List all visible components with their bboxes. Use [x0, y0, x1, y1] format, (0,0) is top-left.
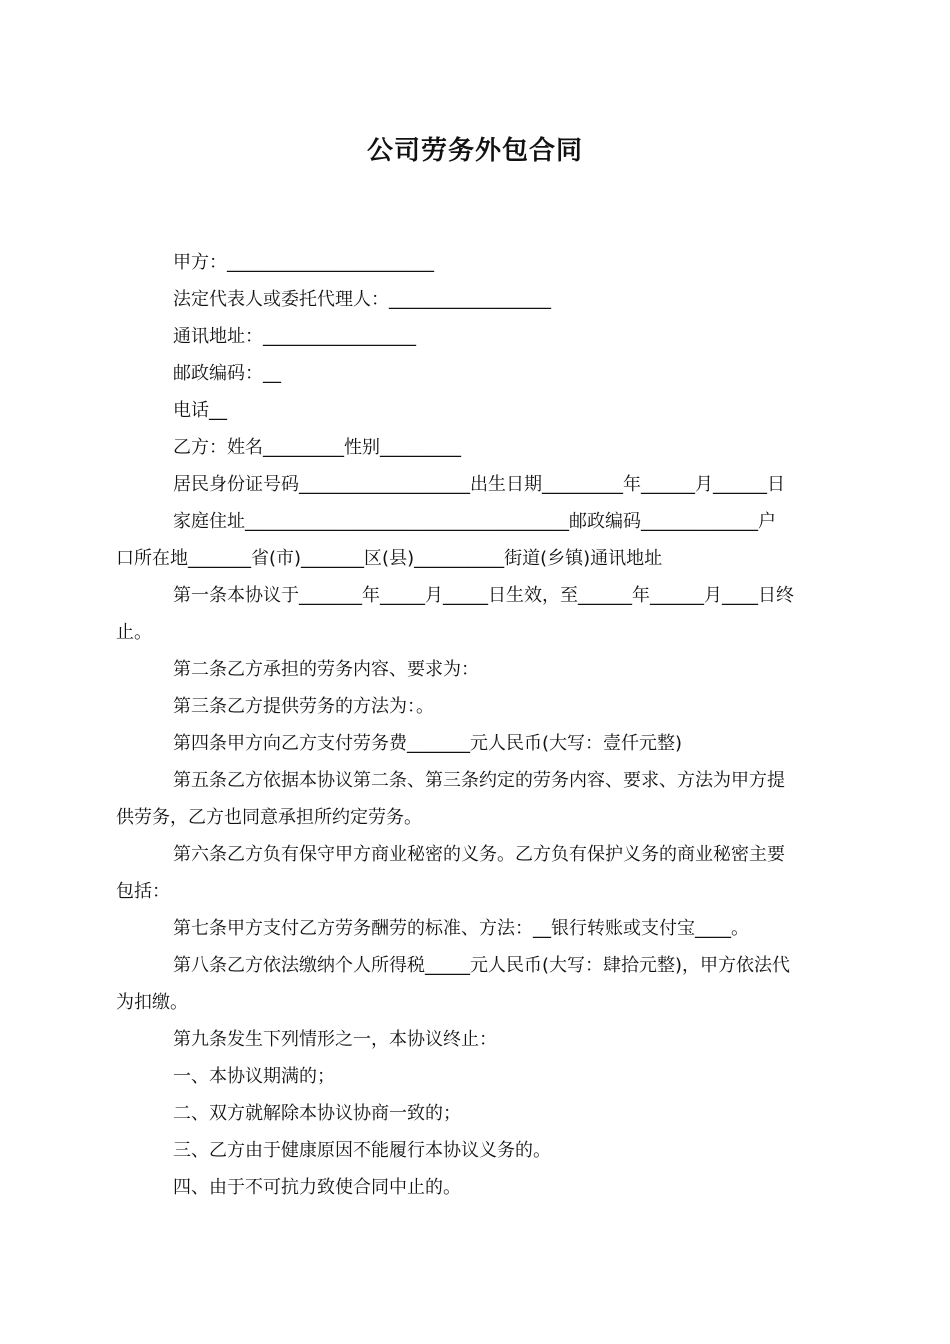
- article-8-line: 第八条乙方依法缴纳个人所得税_____元人民币(大写：肆拾元整)，甲方依法代: [173, 955, 791, 976]
- address-line: 通讯地址：_________________: [173, 326, 416, 347]
- article-6-line: 第六条乙方负有保守甲方商业秘密的义务。乙方负有保护义务的商业秘密主要: [173, 844, 785, 865]
- article-5-line: 第五条乙方依据本协议第二条、第三条约定的劳务内容、要求、方法为甲方提: [173, 770, 785, 791]
- article-5-continuation: 供劳务，乙方也同意承担所约定劳务。: [116, 807, 422, 828]
- household-registration-line: 口所在地_______省(市)_______区(县)__________街道(乡镇)通讯地址: [116, 548, 663, 569]
- termination-item-3: 三、乙方由于健康原因不能履行本协议义务的。: [173, 1140, 551, 1161]
- termination-item-2: 二、双方就解除本协议协商一致的；: [173, 1103, 461, 1124]
- phone-line: 电话__: [173, 400, 227, 421]
- document-body: [116, 244, 836, 1206]
- home-address-line: 家庭住址____________________________________邮政编码_____________户: [173, 511, 776, 532]
- id-number-line: 居民身份证号码___________________出生日期_________年______月______日: [173, 474, 785, 495]
- legal-representative-line: 法定代表人或委托代理人：__________________: [173, 289, 551, 310]
- party-a-line: 甲方：_______________________: [173, 252, 434, 273]
- article-7-line: 第七条甲方支付乙方劳务酬劳的标准、方法：__银行转账或支付宝____。: [173, 918, 749, 939]
- article-6-continuation: 包括：: [116, 881, 170, 902]
- article-9-line: 第九条发生下列情形之一，本协议终止：: [173, 1029, 497, 1050]
- postal-code-line: 邮政编码：__: [173, 363, 281, 384]
- document-title: 公司劳务外包合同: [366, 136, 583, 166]
- article-8-continuation: 为扣缴。: [116, 992, 188, 1013]
- article-3-line: 第三条乙方提供劳务的方法为：。: [173, 696, 434, 717]
- termination-item-4: 四、由于不可抗力致使合同中止的。: [173, 1177, 461, 1198]
- article-4-line: 第四条甲方向乙方支付劳务费_______元人民币(大写：壹仟元整): [173, 733, 683, 754]
- party-b-line: 乙方：姓名_________性别_________: [173, 437, 461, 458]
- article-1-line: 第一条本协议于_______年_____月_____日生效，至______年______月____日终: [173, 585, 794, 606]
- article-2-line: 第二条乙方承担的劳务内容、要求为：: [173, 659, 479, 680]
- article-1-continuation: 止。: [116, 622, 152, 643]
- termination-item-1: 一、本协议期满的；: [173, 1066, 335, 1087]
